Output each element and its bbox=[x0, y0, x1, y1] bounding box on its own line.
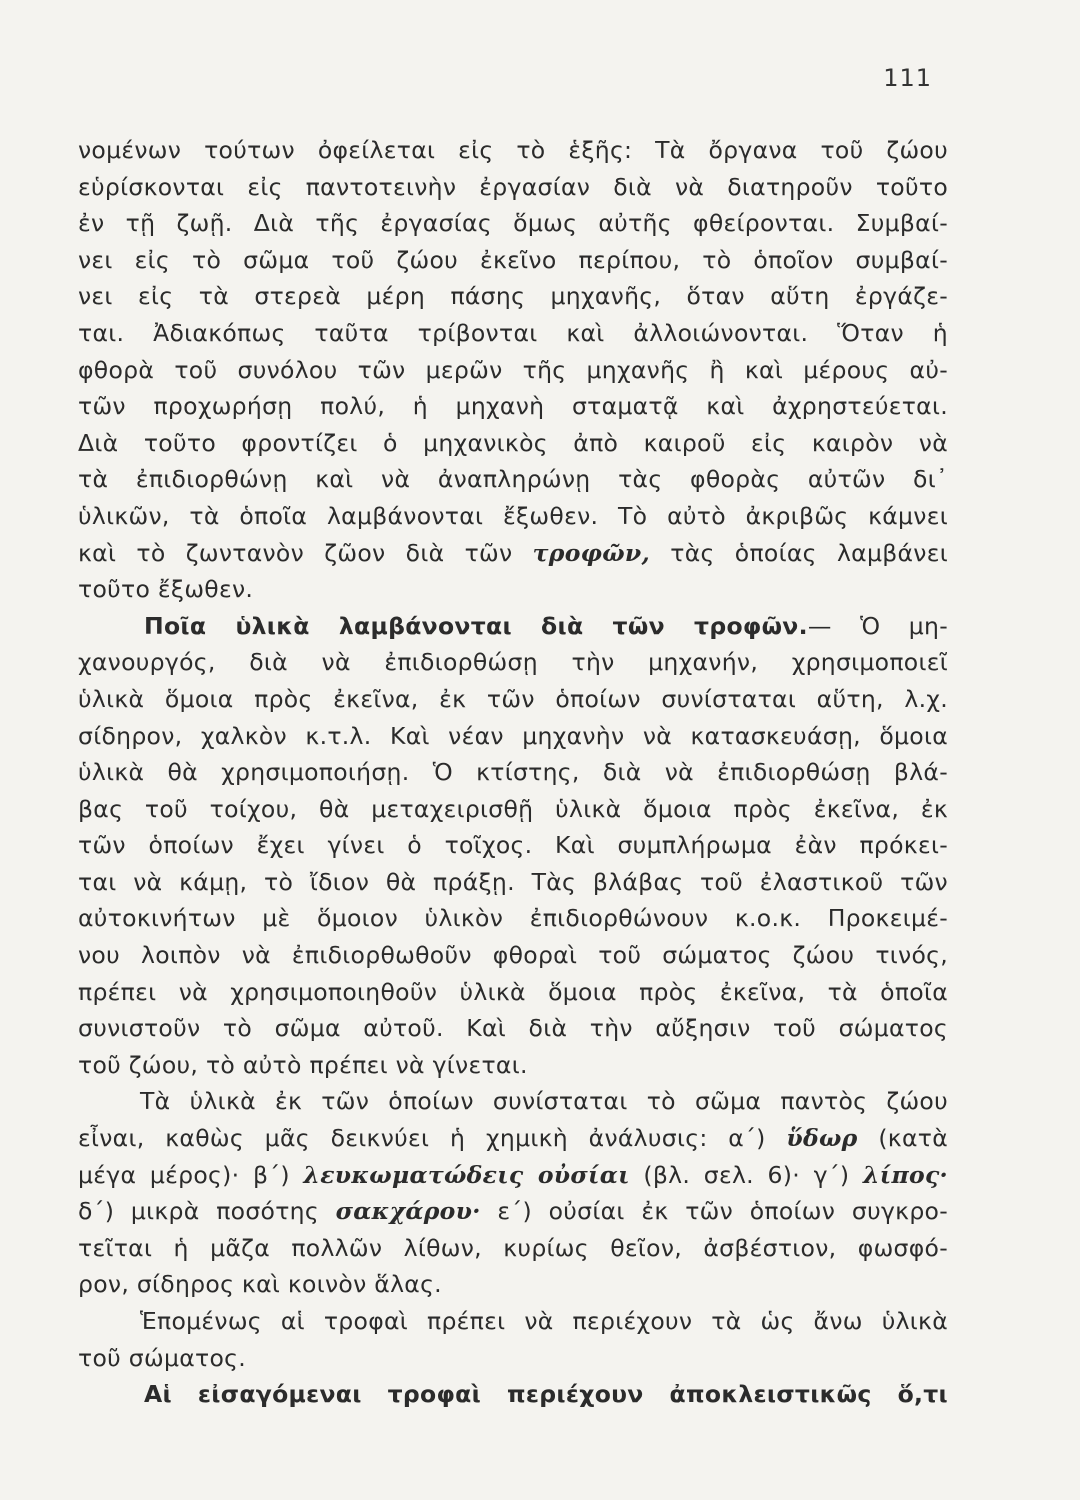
text-line: ὑλικὰ θὰ χρησιμοποιήσῃ. Ὁ κτίστης, διὰ νὰ ἐπιδιορθώσῃ βλά- bbox=[78, 758, 948, 787]
text-line: τοῦ σώματος. bbox=[78, 1343, 246, 1372]
text-line: τῶν ὁποίων ἔχει γίνει ὁ τοῖχος. Καὶ συμπλήρωμα ἐὰν πρόκει- bbox=[78, 831, 948, 860]
text-line: ὑλικῶν, τὰ ὁποῖα λαμβάνονται ἔξωθεν. Τὸ αὐτὸ ἀκριβῶς κάμνει bbox=[78, 501, 948, 530]
text-line bbox=[78, 1157, 948, 1194]
text-line: χανουργός, διὰ νὰ ἐπιδιορθώσῃ τὴν μηχανήν, χρησιμοποιεῖ bbox=[78, 648, 948, 677]
text-line: συνιστοῦν τὸ σῶμα αὐτοῦ. Καὶ διὰ τὴν αὔξησιν τοῦ σώματος bbox=[78, 1014, 948, 1043]
text-line bbox=[78, 1120, 948, 1157]
text-segment: τὰς ὁποίας λαμβάνει bbox=[650, 538, 948, 567]
text-segment: δ´) μικρὰ ποσότης bbox=[78, 1197, 336, 1226]
text-segment: — Ὁ μη- bbox=[807, 611, 948, 640]
text-line: νου λοιπὸν νὰ ἐπιδιορθωθοῦν φθοραὶ τοῦ σώματος ζώου τινός, bbox=[78, 941, 948, 970]
text-line: τοῦτο ἔξωθεν. bbox=[78, 575, 254, 604]
text-line: ὑλικὰ ὅμοια πρὸς ἐκεῖνα, ἐκ τῶν ὁποίων συνίσταται αὕτη, λ.χ. bbox=[78, 684, 948, 713]
text-line: βας τοῦ τοίχου, θὰ μεταχειρισθῇ ὑλικὰ ὅμοια πρὸς ἐκεῖνα, ἐκ bbox=[78, 794, 948, 823]
emphasized-term: τροφῶν, bbox=[532, 538, 651, 567]
text-line: σίδηρον, χαλκὸν κ.τ.λ. Καὶ νέαν μηχανὴν νὰ κατασκευάσῃ, ὅμοια bbox=[78, 721, 948, 750]
text-segment: μέγα μέρος)· β´) bbox=[78, 1160, 304, 1189]
bottom-heading: Αἱ εἰσαγόμεναι τροφαὶ περιέχουν ἀποκλειστικῶς ὅ,τι bbox=[144, 1380, 948, 1409]
emphasized-term: σακχάρου· bbox=[335, 1197, 481, 1226]
text-line: Ἑπομένως αἱ τροφαὶ πρέπει νὰ περιέχουν τὰ ὡς ἄνω ὑλικὰ bbox=[140, 1307, 948, 1335]
text-line: Τὰ ὑλικὰ ἐκ τῶν ὁποίων συνίσταται τὸ σῶμα παντὸς ζώου bbox=[140, 1087, 948, 1116]
text-line: νομένων τούτων ὀφείλεται εἰς τὸ ἑξῆς: Τὰ ὄργανα τοῦ ζώου bbox=[78, 136, 948, 164]
text-line: αὐτοκινήτων μὲ ὅμοιον ὑλικὸν ἐπιδιορθώνουν κ.ο.κ. Προκειμέ- bbox=[78, 904, 948, 933]
text-segment: (κατὰ bbox=[857, 1124, 948, 1153]
text-line: τοῦ ζώου, τὸ αὐτὸ πρέπει νὰ γίνεται. bbox=[78, 1050, 528, 1079]
text-line: ται. Ἀδιακόπως ταῦτα τρίβονται καὶ ἀλλοιώνονται. Ὅταν ἡ bbox=[78, 318, 948, 347]
text-line: ται νὰ κάμῃ, τὸ ἴδιον θὰ πράξῃ. Τὰς βλάβας τοῦ ἐλαστικοῦ τῶν bbox=[78, 867, 948, 896]
text-line: ἐν τῇ ζωῇ. Διὰ τῆς ἐργασίας ὅμως αὐτῆς φθείρονται. Συμβαί- bbox=[78, 209, 948, 238]
text-line: τεῖται ἡ μᾶζα πολλῶν λίθων, κυρίως θεῖον, ἀσβέστιον, φωσφό- bbox=[78, 1233, 948, 1262]
text-line: νει εἰς τὰ στερεὰ μέρη πάσης μηχανῆς, ὅταν αὕτη ἐργάζε- bbox=[78, 282, 948, 311]
text-line: νει εἰς τὸ σῶμα τοῦ ζώου ἐκεῖνο περίπου, τὸ ὁποῖον συμβαί- bbox=[78, 245, 948, 274]
page-body bbox=[78, 132, 948, 1413]
text-line: τῶν προχωρήσῃ πολύ, ἡ μηχανὴ σταματᾷ καὶ ἀχρηστεύεται. bbox=[78, 392, 948, 421]
text-segment: καὶ τὸ ζωντανὸν ζῶον διὰ τῶν bbox=[78, 538, 533, 567]
text-line: Διὰ τοῦτο φροντίζει ὁ μηχανικὸς ἀπὸ καιροῦ εἰς καιρὸν νὰ bbox=[78, 428, 948, 457]
text-line: ρον, σίδηρος καὶ κοινὸν ἅλας. bbox=[78, 1270, 442, 1299]
text-line: φθορὰ τοῦ συνόλου τῶν μερῶν τῆς μηχανῆς ἢ καὶ μέρους αὐ- bbox=[78, 355, 948, 384]
text-line bbox=[78, 1193, 948, 1230]
text-line bbox=[78, 535, 948, 572]
text-line: τὰ ἐπιδιορθώνῃ καὶ νὰ ἀναπληρώνῃ τὰς φθορὰς αὐτῶν δι᾽ bbox=[78, 465, 948, 494]
text-line: πρέπει νὰ χρησιμοποιηθοῦν ὑλικὰ ὅμοια πρὸς ἐκεῖνα, τὰ ὁποῖα bbox=[78, 977, 948, 1006]
page-number: 111 bbox=[883, 64, 932, 92]
text-segment: εἶναι, καθὼς μᾶς δεικνύει ἡ χημικὴ ἀνάλυσις: α´) bbox=[78, 1124, 787, 1153]
section-heading: Ποῖα ὑλικὰ λαμβάνονται διὰ τῶν τροφῶν. bbox=[144, 611, 808, 640]
text-line: εὑρίσκονται εἰς παντοτεινὴν ἐργασίαν διὰ νὰ διατηροῦν τοῦτο bbox=[78, 172, 948, 201]
text-segment: (βλ. σελ. 6)· γ´) bbox=[629, 1160, 864, 1189]
emphasized-term: λίπος· bbox=[863, 1160, 949, 1189]
emphasized-term: λευκωματώδεις οὐσίαι bbox=[303, 1160, 630, 1189]
text-segment: ε´) οὐσίαι ἐκ τῶν ὁποίων συγκρο- bbox=[480, 1197, 949, 1226]
emphasized-term: ὕδωρ bbox=[786, 1124, 858, 1153]
section-heading-line bbox=[78, 608, 948, 645]
